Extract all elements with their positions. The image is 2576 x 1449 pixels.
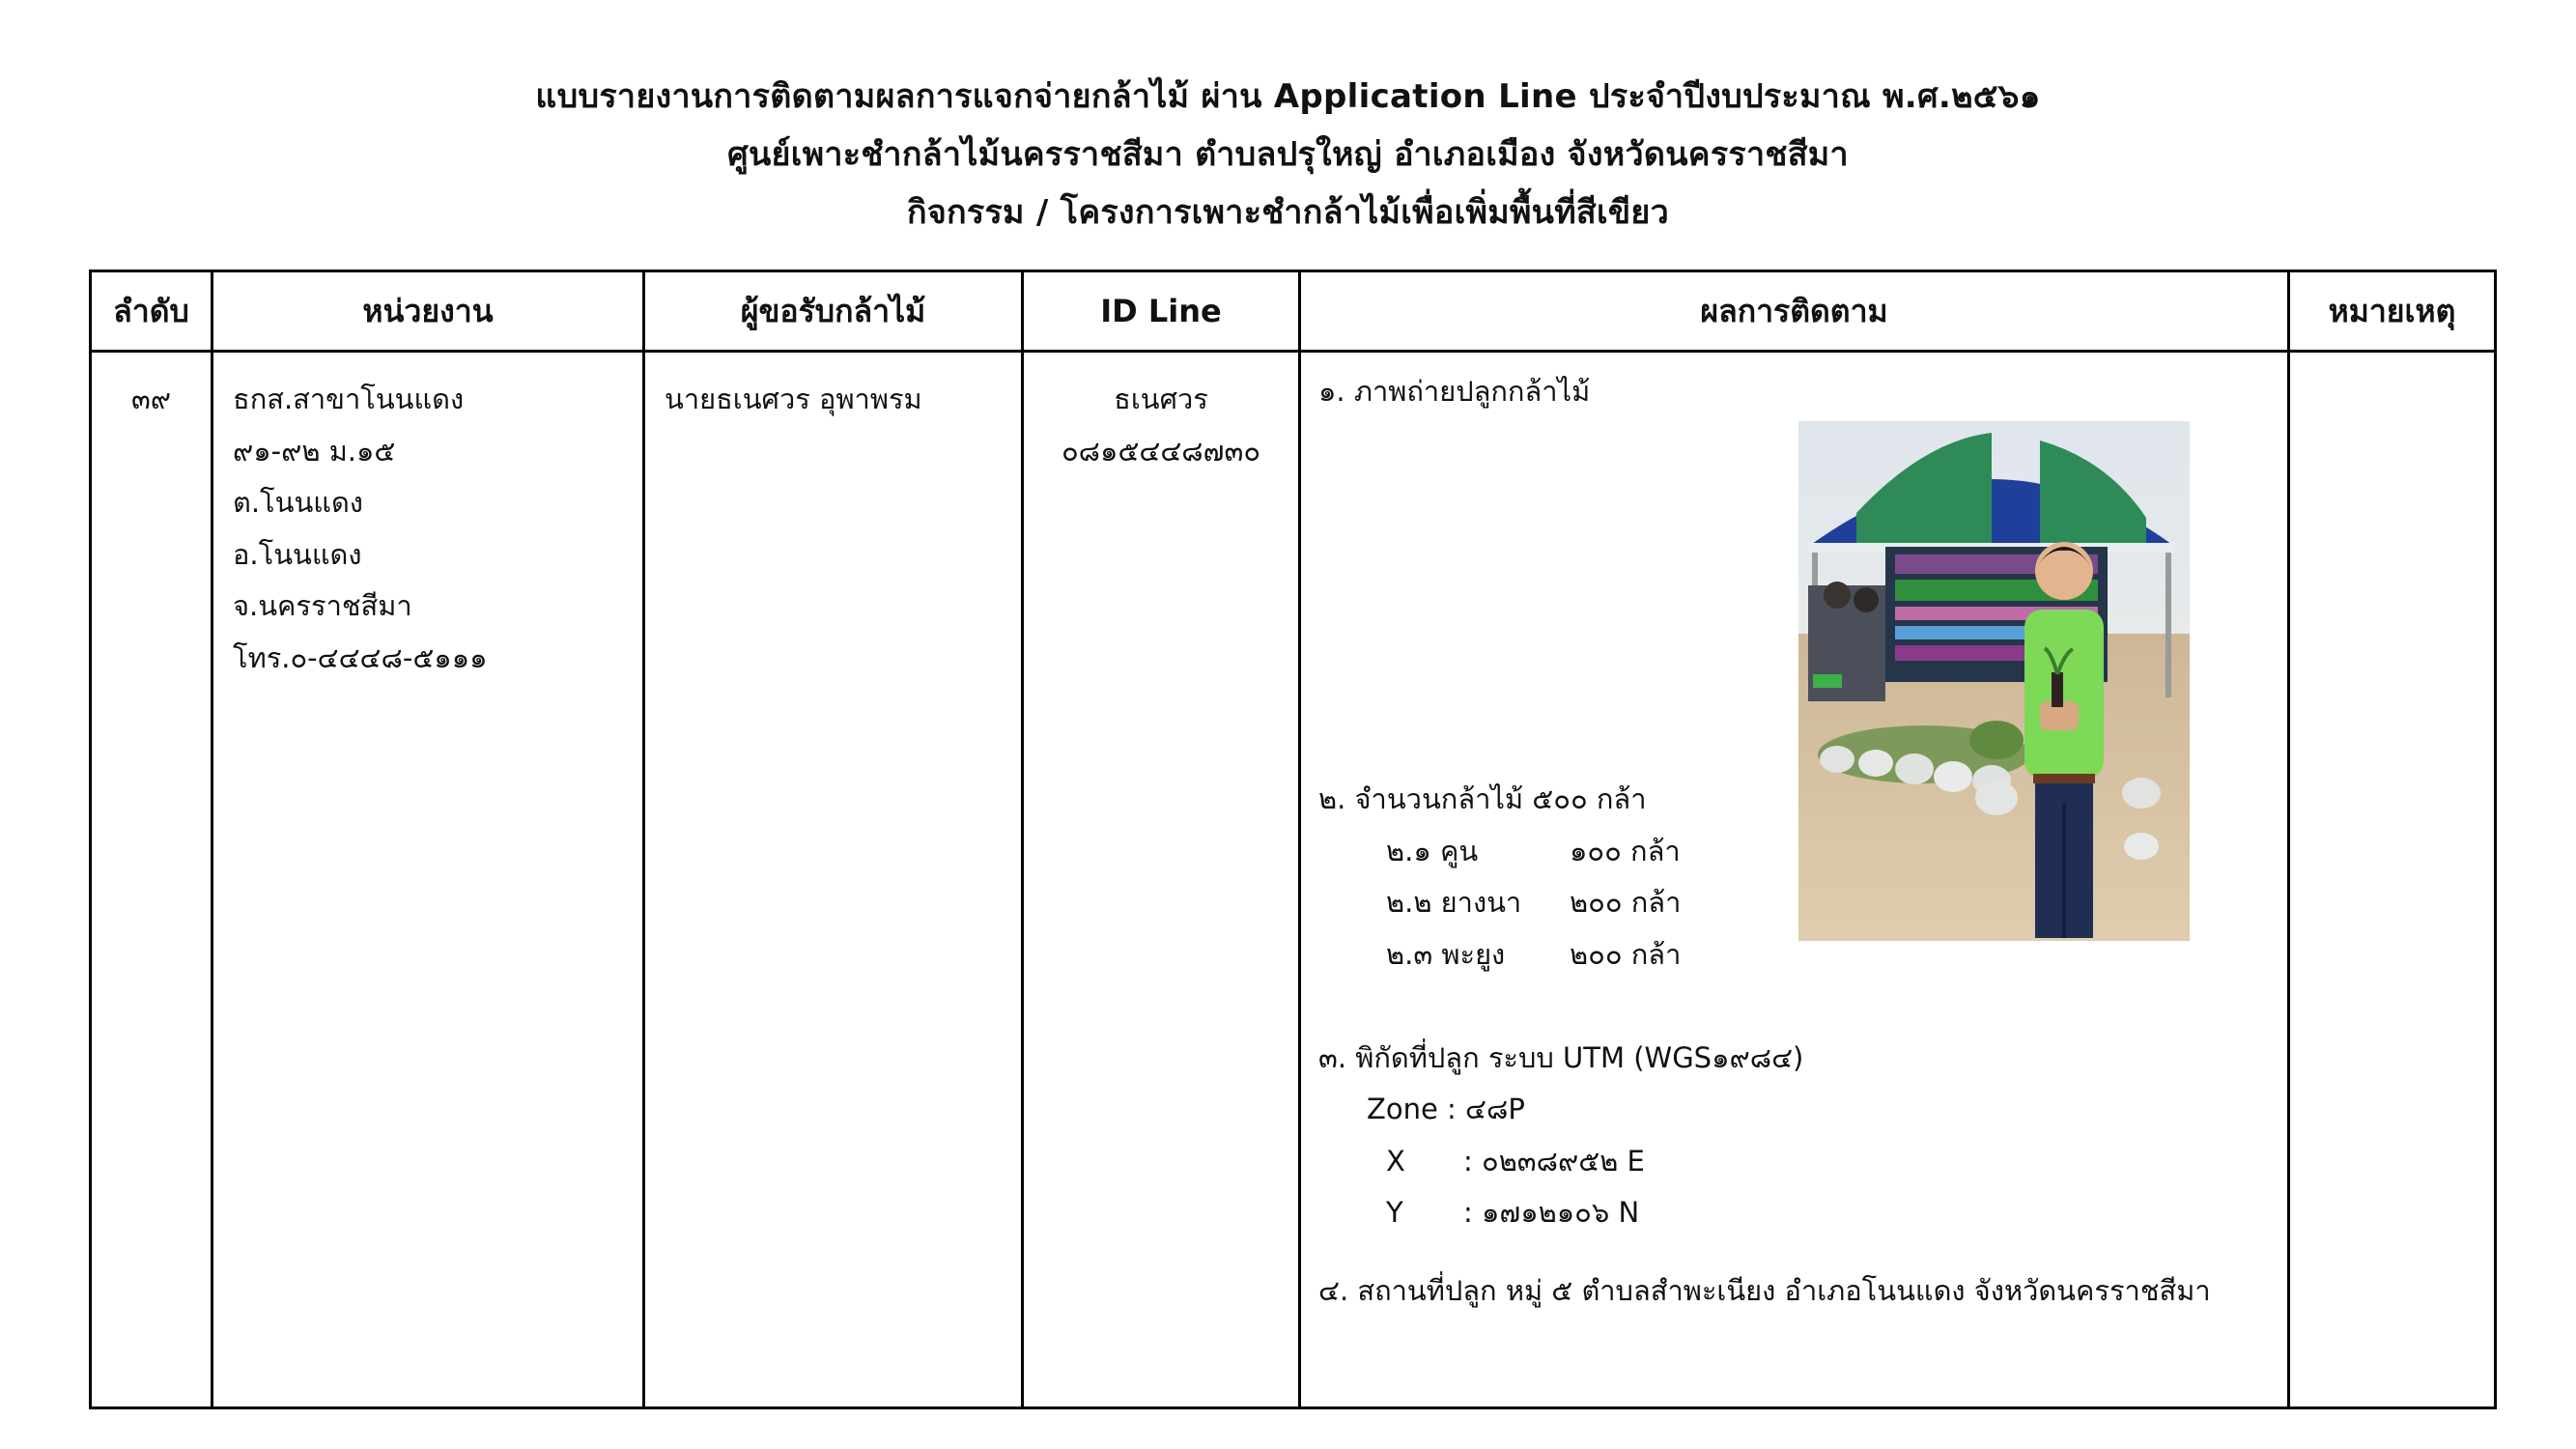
unit-subdistrict: ต.โนนแดง bbox=[233, 486, 363, 519]
cell-id-line bbox=[1023, 352, 1300, 1408]
seedling-sub-item bbox=[1386, 826, 1681, 878]
planting-photo-image bbox=[1798, 421, 2190, 941]
unit-province: จ.นครราชสีมา bbox=[233, 589, 412, 622]
unit-phone: โทร.๐-๔๔๔๘-๕๑๑๑ bbox=[233, 640, 488, 674]
utm-x-value: : ๐๒๓๘๙๕๒ E bbox=[1463, 1145, 1645, 1178]
cell-unit bbox=[212, 352, 644, 1408]
utm-zone: Zone : ๔๘P bbox=[1367, 1093, 1525, 1125]
column-header-note: หมายเหตุ bbox=[2289, 271, 2496, 352]
report-table bbox=[89, 270, 2497, 1409]
utm-x bbox=[1386, 1136, 1645, 1188]
result-item-location: ๔. สถานที่ปลูก หมู่ ๕ ตำบลสำพะเนียง อำเภอโนนแดง จังหวัดนครราชสีมา bbox=[1318, 1274, 2211, 1307]
cell-result bbox=[1300, 352, 2289, 1408]
cell-no: ๓๙ bbox=[91, 352, 212, 1408]
utm-y bbox=[1386, 1187, 1639, 1239]
utm-y-value: : ๑๗๑๒๑๐๖ N bbox=[1463, 1196, 1640, 1229]
report-header bbox=[0, 68, 2576, 242]
planting-photo bbox=[1798, 421, 2190, 941]
result-item-coordinates: ๓. พิกัดที่ปลูก ระบบ UTM (WGS๑๙๘๔) bbox=[1318, 1041, 1804, 1074]
seedling-quantity: ๒๐๐ กล้า bbox=[1570, 938, 1682, 971]
table-row bbox=[91, 352, 2496, 1408]
result-item-seedling-count: ๒. จำนวนกล้าไม้ ๕๐๐ กล้า bbox=[1318, 782, 1647, 815]
seedling-sub-item bbox=[1386, 929, 1681, 981]
report-title: แบบรายงานการติดตามผลการแจกจ่ายกล้าไม้ ผ่าน Application Line ประจำปีงบประมาณ พ.ศ.๒๕๖๑ bbox=[535, 77, 2041, 116]
seedling-species: ๒.๓ พะยูง bbox=[1386, 938, 1506, 971]
column-header-receiver: ผู้ขอรับกล้าไม้ bbox=[644, 271, 1023, 352]
seedling-quantity: ๒๐๐ กล้า bbox=[1570, 886, 1682, 919]
seedling-species: ๒.๒ ยางนา bbox=[1386, 886, 1522, 919]
report-center-name: ศูนย์เพาะชำกล้าไม้นครราชสีมา ตำบลปรุใหญ่ อำเภอเมือง จังหวัดนครราชสีมา bbox=[727, 135, 1849, 174]
receiver-name: นายธเนศวร อุพาพรม bbox=[665, 383, 922, 415]
seedling-sub-item bbox=[1386, 877, 1681, 929]
seedling-quantity: ๑๐๐ กล้า bbox=[1570, 835, 1681, 867]
column-header-id-line: ID Line bbox=[1023, 271, 1300, 352]
unit-district: อ.โนนแดง bbox=[233, 537, 362, 571]
utm-y-label: Y bbox=[1386, 1196, 1403, 1229]
report-activity: กิจกรรม / โครงการเพาะชำกล้าไม้เพื่อเพิ่มพื้นที่สีเขียว bbox=[906, 193, 1670, 232]
line-id-name: ธเนศวร bbox=[1114, 383, 1208, 415]
line-id-phone: ๐๘๑๕๔๔๘๗๓๐ bbox=[1061, 434, 1261, 468]
unit-address: ๙๑-๙๒ ม.๑๕ bbox=[233, 434, 396, 468]
utm-x-label: X bbox=[1386, 1145, 1405, 1178]
table-header-row bbox=[91, 271, 2496, 352]
cell-receiver bbox=[644, 352, 1023, 1408]
column-header-result: ผลการติดตาม bbox=[1300, 271, 2289, 352]
column-header-no: ลำดับ bbox=[91, 271, 212, 352]
column-header-unit: หน่วยงาน bbox=[212, 271, 644, 352]
seedling-species: ๒.๑ คูน bbox=[1386, 835, 1479, 867]
unit-name: ธกส.สาขาโนนแดง bbox=[233, 383, 465, 415]
result-item-photo: ๑. ภาพถ่ายปลูกกล้าไม้ bbox=[1318, 375, 1591, 408]
cell-note bbox=[2289, 352, 2496, 1408]
